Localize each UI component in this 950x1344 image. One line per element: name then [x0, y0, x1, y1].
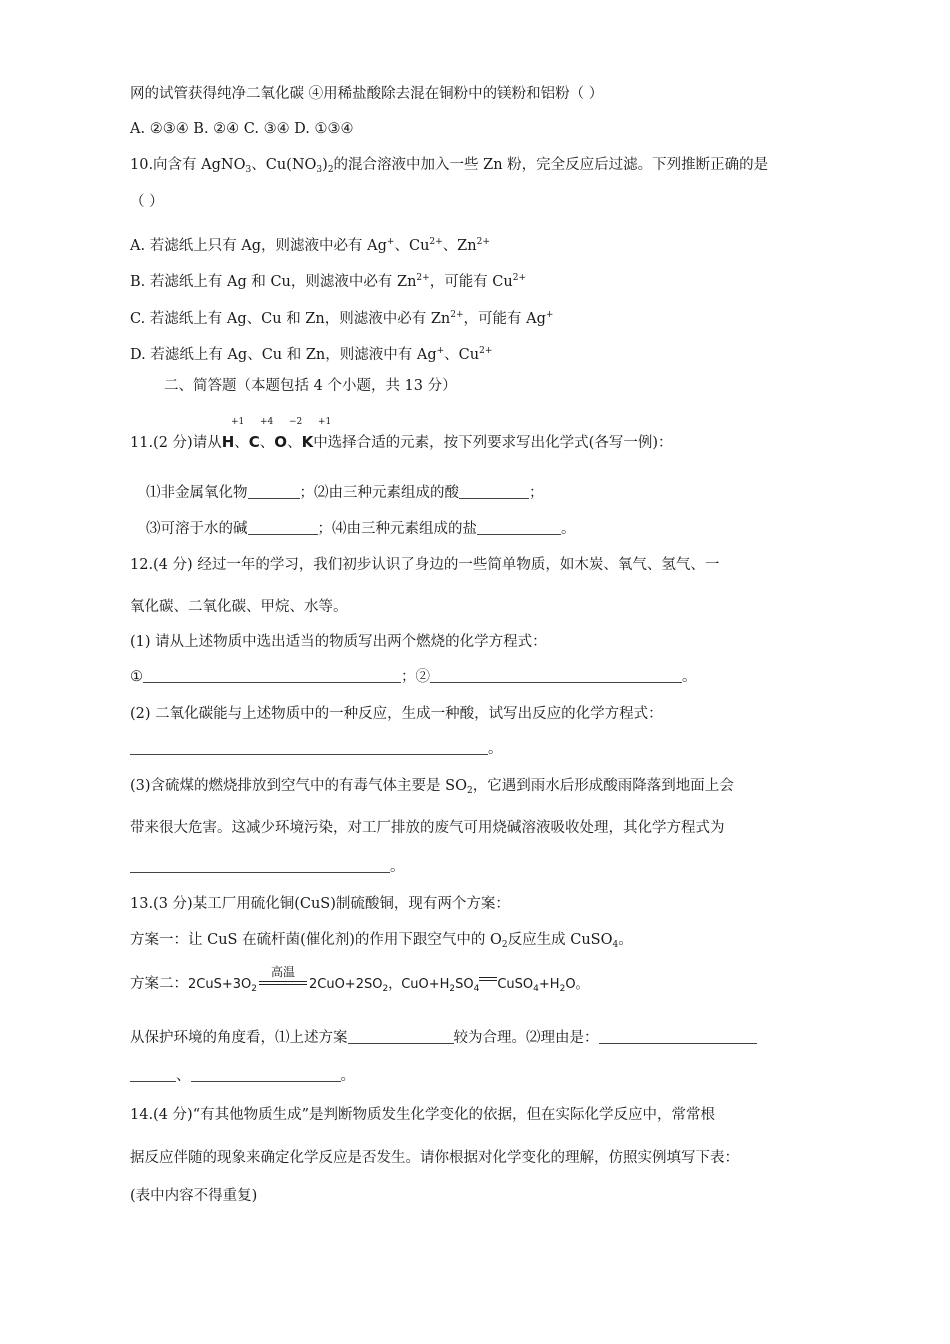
q10-option-a: A. 若滤纸上只有 Ag，则滤液中必有 Ag+、$Cu^{2+}$、$Zn^{2+}$ [130, 237, 490, 254]
q12-part-2-blank: 。 [130, 739, 503, 759]
answer-blank[interactable] [130, 858, 390, 873]
answer-blank[interactable] [248, 484, 300, 499]
q12-part-2: (2) 二氧化碳能与上述物质中的一种反应，生成一种酸，试写出反应的化学方程式： [130, 706, 663, 722]
answer-blank[interactable] [130, 1067, 176, 1082]
ox-state-h: +1 [231, 417, 245, 427]
q10-stem: 10.向含有 AgNO$_3$、$Cu(NO_3)_2$的混合溶液中加入一些 Zn 粉，完全反应后过滤。下列推断正确的是 [130, 157, 769, 175]
q12-part-3-b: 带来很大危害。这减少环境污染，对工厂排放的废气可用烧碱溶液吸收处理，其化学方程式为 [130, 820, 725, 836]
q12-part-3-a: (3)含硫煤的燃烧排放到空气中的有毒气体主要是 $SO_2$，它遇到雨水后形成酸雨降落到地面上会 [130, 778, 734, 796]
section-title: 二、简答题（本题包括 4 个小题，共 13 分） [164, 378, 457, 394]
answer-blank[interactable] [477, 520, 561, 535]
ox-state-c: +4 [260, 417, 274, 427]
q14-line-1: 14.(4 分)“有其他物质生成”是判断物质发生化学变化的依据，但在实际化学反应中，常常根 [130, 1107, 716, 1123]
q12-stem-1: 12.(4 分) 经过一年的学习，我们初步认识了身边的一些简单物质，如木炭、氧气、氢气、一 [130, 557, 720, 573]
q12-part-1-blanks: ① ；② 。 [130, 669, 697, 685]
q11-items-1-2: ⑴非金属氧化物 ；⑵由三种元素组成的酸 ； [146, 485, 544, 501]
q14-line-3: (表中内容不得重复) [130, 1188, 258, 1204]
q13-plan-1: 方案一：让 CuS 在硫杆菌(催化剂)的作用下跟空气中的 $O_2$反应生成 CuSO$_4$。 [130, 932, 633, 950]
q10-answer-paren: （ ） [130, 194, 164, 210]
q11-stem: 11.(2 分)请从H、C、O、K中选择合适的元素，按下列要求写出化学式(各写一例)： [130, 433, 673, 451]
q13-stem: 13.(3 分)某工厂用硫化铜(CuS)制硫酸铜，现有两个方案： [130, 896, 510, 912]
reaction-arrow-high-temp: 高温 [257, 972, 309, 992]
q9-options: A. ②③④ B. ②④ C. ③④ D. ①③④ [130, 121, 354, 137]
answer-blank[interactable] [248, 520, 318, 535]
q10-option-d: D. 若滤纸上有 Ag、Cu 和 Zn，则滤液中有 Ag+、$Cu^{2+}$ [130, 346, 493, 363]
equals-sign [479, 976, 497, 986]
q13-reason-blanks: 、 。 [130, 1066, 355, 1086]
q9-tail-line: 网的试管获得纯净二氧化碳 ④用稀盐酸除去混在铜粉中的镁粉和铝粉（ ） [130, 86, 604, 102]
answer-blank[interactable] [191, 1067, 341, 1082]
q12-part-1: (1) 请从上述物质中选出适当的物质写出两个燃烧的化学方程式： [130, 634, 547, 650]
q13-reason: 从保护环境的角度看，⑴上述方案 较为合理。⑵理由是： [130, 1028, 757, 1048]
answer-blank[interactable] [430, 668, 682, 683]
answer-blank[interactable] [459, 484, 529, 499]
q13-plan-2: 方案二：$2CuS+3O_2$ 高温 $2CuO+2SO_2$，$CuO+H_2SO_4$ $CuSO_4+H_2O$。 [130, 965, 589, 994]
ox-state-k: +1 [318, 417, 332, 427]
answer-blank[interactable] [599, 1029, 757, 1044]
ox-state-o: −2 [289, 417, 303, 427]
q10-option-b: B. 若滤纸上有 Ag 和 Cu，则滤液中必有 $Zn^{2+}$，可能有 $Cu^{2+}$ [130, 273, 527, 290]
answer-blank[interactable] [130, 740, 488, 755]
q11-items-3-4: ⑶可溶于水的碱 ；⑷由三种元素组成的盐 。 [146, 521, 576, 537]
q14-line-2: 据反应伴随的现象来确定化学反应是否发生。请你根据对化学变化的理解，仿照实例填写下表： [130, 1150, 739, 1166]
q10-option-c: C. 若滤纸上有 Ag、Cu 和 Zn，则滤液中必有 $Zn^{2+}$，可能有 Ag+ [130, 310, 554, 327]
q12-stem-2: 氧化碳、二氧化碳、甲烷、水等。 [130, 599, 348, 615]
answer-blank[interactable] [143, 668, 401, 683]
q12-part-3-blank: 。 [130, 857, 405, 877]
answer-blank[interactable] [348, 1029, 454, 1044]
